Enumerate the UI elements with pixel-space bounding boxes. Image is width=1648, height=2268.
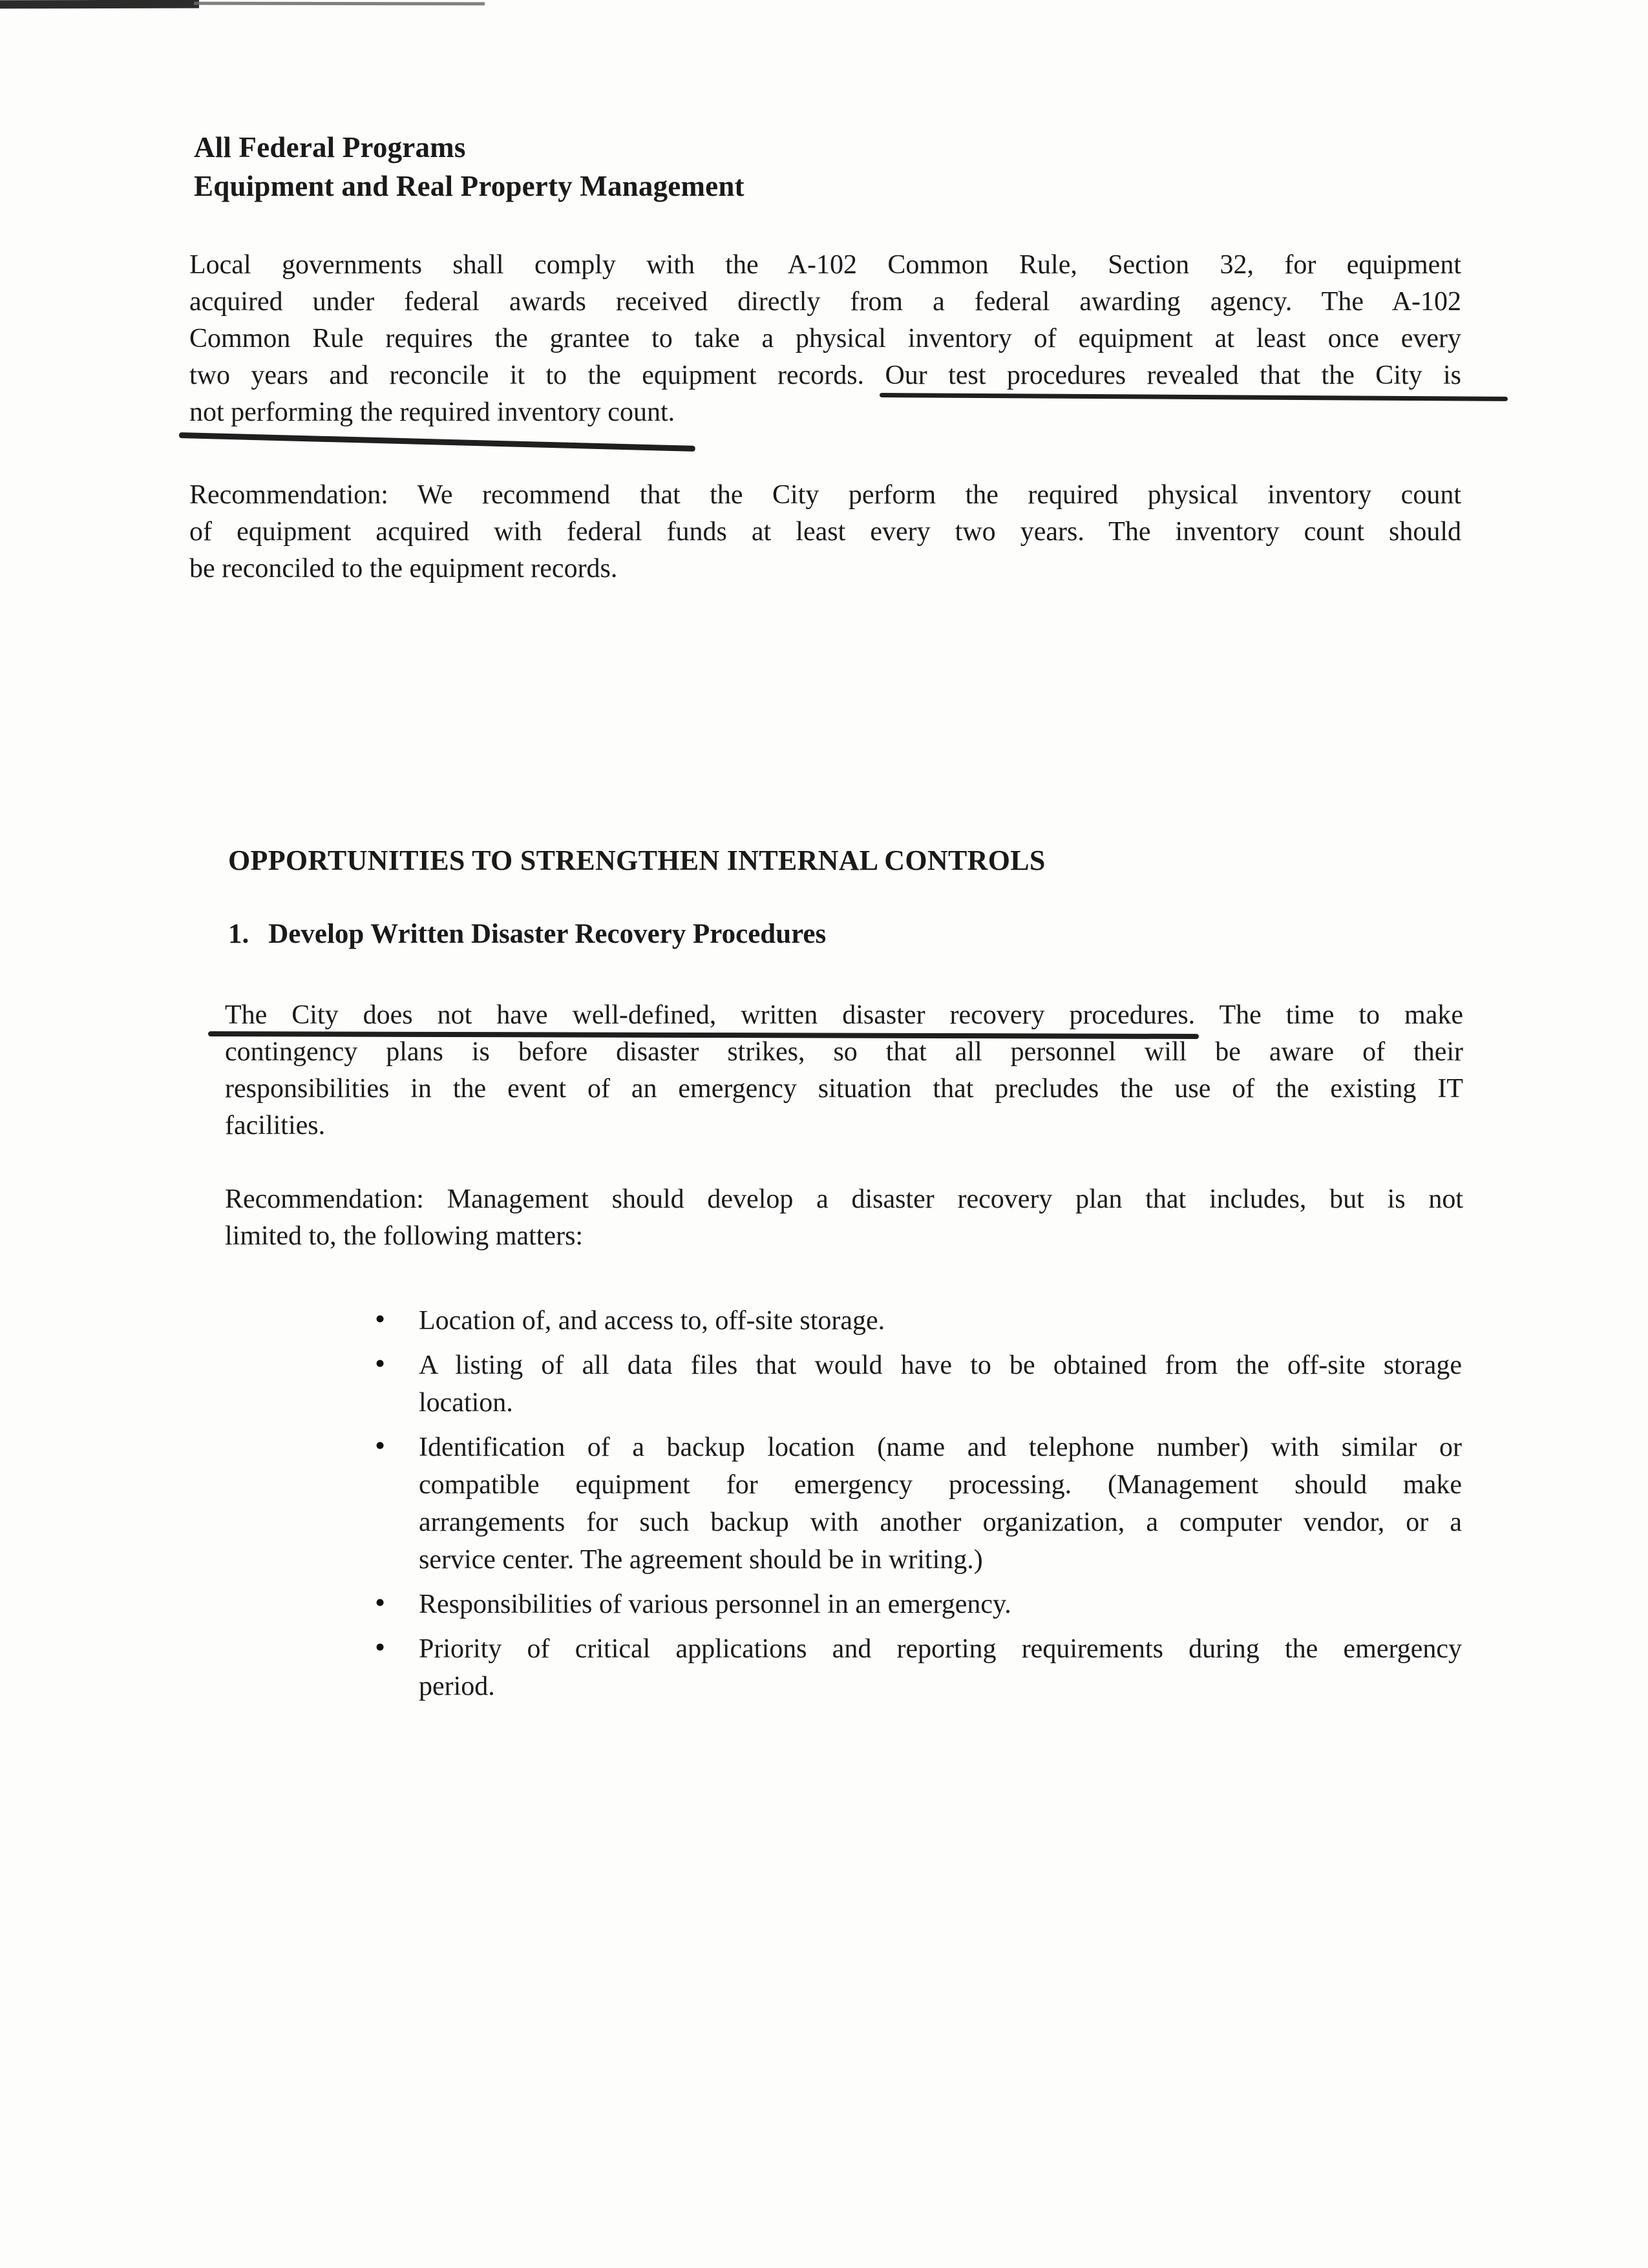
list-item [374, 1429, 1462, 1579]
section-heading: OPPORTUNITIES TO STRENGTHEN INTERNAL CONTROLS [228, 845, 1046, 876]
text-line [225, 997, 1463, 1034]
recommendation-paragraph-1 [189, 477, 1461, 587]
text-line: Recommendation: We recommend that the City perform the required physical inventory count [189, 480, 1461, 510]
text-line [189, 357, 1461, 394]
header-program-title: All Federal Programs [194, 131, 466, 163]
text-segment: two years and reconcile it to the equipment records. [189, 361, 865, 390]
text-line: A listing of all data files that would have to be obtained from the off-site storage [419, 1350, 1462, 1380]
list-item [374, 1347, 1462, 1422]
text-line: Recommendation: Management should develop a disaster recovery plan that includes, but is not [225, 1184, 1463, 1214]
text-segment: The time to make [1219, 1000, 1463, 1030]
text-line: Common Rule requires the grantee to take a physical inventory of equipment at least once every [189, 324, 1461, 353]
text-line: acquired under federal awards received directly from a federal awarding agency. The A-102 [189, 287, 1461, 317]
list-item [374, 1302, 1462, 1339]
text-line: be reconciled to the equipment records. [189, 554, 618, 583]
text-line: arrangements for such backup with another organization, a computer vendor, or a [419, 1507, 1462, 1537]
bullet-icon: • [375, 1429, 386, 1462]
bullet-icon: • [375, 1586, 386, 1619]
bullet-icon: • [375, 1302, 386, 1335]
underlined-sentence: Our test procedures revealed that the City is [885, 361, 1462, 390]
bullet-list [374, 1302, 1462, 1712]
document-header [194, 128, 745, 205]
subsection-title: Develop Written Disaster Recovery Procedures [268, 919, 827, 949]
list-item [374, 1586, 1462, 1623]
disaster-recovery-paragraph [225, 997, 1463, 1144]
text-line: limited to, the following matters: [225, 1221, 584, 1251]
finding-paragraph [189, 247, 1461, 431]
text-line: responsibilities in the event of an emergency situation that precludes the use of the existing IT [225, 1074, 1463, 1104]
text-line: Priority of critical applications and reporting requirements during the emergency [419, 1634, 1462, 1664]
text-line [189, 394, 1461, 431]
recommendation-paragraph-2 [225, 1181, 1463, 1255]
subsection-number: 1. [228, 919, 249, 949]
text-line: Identification of a backup location (name and telephone number) with similar or [419, 1433, 1462, 1462]
text-line: location. [419, 1388, 513, 1418]
scan-artifact-bar [0, 0, 199, 8]
header-section-title: Equipment and Real Property Management [194, 170, 745, 202]
text-line: service center. The agreement should be in writing.) [419, 1545, 983, 1575]
subsection-heading [228, 918, 826, 950]
underlined-sentence: not performing the required inventory count. [189, 397, 675, 427]
text-line: of equipment acquired with federal funds at least every two years. The inventory count should [189, 517, 1461, 547]
text-line: facilities. [225, 1111, 326, 1140]
text-line: contingency plans is before disaster strikes, so that all personnel will be aware of their [225, 1037, 1463, 1067]
text-line: Responsibilities of various personnel in an emergency. [419, 1590, 1011, 1619]
underlined-sentence: The City does not have well-defined, written disaster recovery procedures. [225, 1000, 1196, 1030]
bullet-icon: • [375, 1630, 386, 1663]
text-line: Location of, and access to, off-site storage. [419, 1306, 885, 1336]
text-line: period. [419, 1672, 495, 1701]
bullet-icon: • [375, 1347, 386, 1380]
list-item [374, 1630, 1462, 1705]
scan-artifact-line [194, 2, 485, 6]
text-line: compatible equipment for emergency processing. (Management should make [419, 1470, 1462, 1500]
text-line: Local governments shall comply with the A-102 Common Rule, Section 32, for equipment [189, 250, 1461, 280]
